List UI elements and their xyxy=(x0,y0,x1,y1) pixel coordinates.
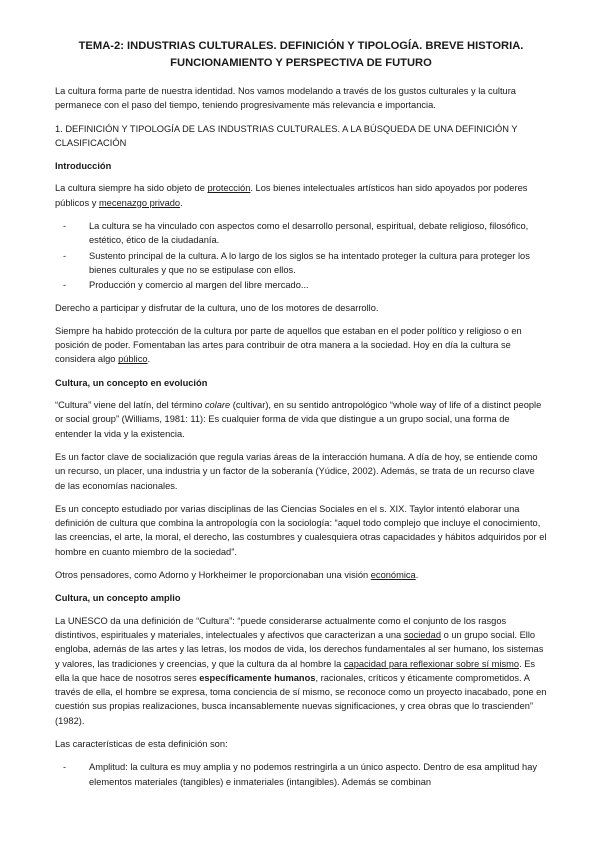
bullet-list-2 xyxy=(55,760,547,789)
paragraph-taylor: Es un concepto estudiado por varias disciplinas de las Ciencias Sociales en el s. XIX. Taylor intentó elaborar una definición de cultura que combina la antropología con la sociología: “aquel todo complejo que incluye el conocimiento, las creencias, el arte, la moral, el derecho, las costumbres y cualesquiera otras capacidades y hábitos adquiridos por el hombre en cuanto miembro de la sociedad”. xyxy=(55,503,547,557)
list-item: - Producción y comercio al margen del libre mercado... xyxy=(63,280,309,291)
subheading-evolucion: Cultura, un concepto en evolución xyxy=(55,377,208,388)
section-heading: 1. DEFINICIÓN Y TIPOLOGÍA DE LAS INDUSTRIAS CULTURALES. A LA BÚSQUEDA DE UNA DEFINICIÓN Y CLASIFICACIÓN xyxy=(55,123,518,148)
bullet-list-1 xyxy=(55,219,547,292)
underlined-term: mecenazgo privado xyxy=(98,197,181,208)
underlined-term: protección xyxy=(207,183,251,194)
paragraph-caracteristicas: Las características de esta definición son: xyxy=(55,738,228,749)
underlined-term: económica xyxy=(370,570,416,581)
underlined-term: capacidad para reflexionar sobre sí mismo xyxy=(343,658,520,669)
underlined-term: público xyxy=(118,354,148,365)
list-item: - Amplitud: la cultura es muy amplia y no podemos restringirla a un único aspecto. Dentro de esa amplitud hay elementos materiales (tangibles) e inmateriales (intangibles). Además se combinan xyxy=(63,762,538,787)
intro-paragraph: La cultura forma parte de nuestra identidad. Nos vamos modelando a través de los gustos culturales y la cultura permanece con el paso del tiempo, teniendo progresivamente más relevancia e importancia. xyxy=(55,86,516,111)
paragraph-proteccion: La cultura siempre ha sido objeto de protección. Los bienes intelectuales artísticos han sido apoyados por poderes públicos y mecenazgo privado. xyxy=(55,183,528,208)
paragraph-socializacion: Es un factor clave de socialización que regula varias áreas de la interacción humana. A día de hoy, se entiende como un recurso, un placer, una industria y un factor de la soberanía (Yúdice, 2002). Además, se trata de un recurso clave de las economías nacionales. xyxy=(55,451,538,491)
list-item: - Sustento principal de la cultura. A lo largo de los siglos se ha intentado proteger la cultura para proteger los bienes culturales y que no se estipulase con ellos. xyxy=(63,250,530,275)
title-line-2: FUNCIONAMIENTO Y PERSPECTIVA DE FUTURO xyxy=(170,57,432,69)
paragraph-adorno: Otros pensadores, como Adorno y Horkheimer le proporcionaban una visión económica. xyxy=(55,570,419,581)
bold-term: específicamente humanos xyxy=(199,672,316,683)
list-item: - La cultura se ha vinculado con aspectos como el desarrollo personal, espiritual, debate religioso, filosófico, estético, ético de la ciudadanía. xyxy=(63,221,529,246)
title-line-1: TEMA-2: INDUSTRIAS CULTURALES. DEFINICIÓN Y TIPOLOGÍA. BREVE HISTORIA. xyxy=(78,40,524,52)
paragraph-origen: “Cultura” viene del latín, del término colare (cultivar), en su sentido antropológico “whole way of life of a distinct people or social group” (Williams, 1981: 11): Es cualquier forma de vida que distingue a un grupo social, una forma de entender la vida y la existencia. xyxy=(55,400,542,439)
paragraph-poder: Siempre ha habido protección de la cultura por parte de aquellos que estaban en el poder político y religioso o en posición de poder. Fomentaban las artes para contribuir de otra manera a la sociedad. Hoy en día la cultura se considera algo público. xyxy=(55,325,522,365)
paragraph-derecho: Derecho a participar y disfrutar de la cultura, uno de los motores de desarrollo. xyxy=(55,302,379,313)
paragraph-unesco: La UNESCO da una definición de “Cultura”: “puede considerarse actualmente como el conjunto de los rasgos distintivos, espirituales y materiales, intelectuales y afectivos que caracterizan a una sociedad o un grupo social. Ello engloba, además de las artes y las letras, los modos de vida, los derechos fundamentales al ser humano, los sistemas y valores, las tradiciones y creencias, y que la cultura da al hombre la capacidad para reflexionar sobre sí mismo. Es ella la que hace de nosotros seres específicamente humanos, racionales, críticos y éticamente comprometidos. A través de ella, el hombre se expresa, toma conciencia de sí mismo, se reconoce como un proyecto inacabado, pone en cuestión sus propias realizaciones, busca incansablemente nuevas significaciones, y crea obras que lo trascienden” (1982). xyxy=(55,615,547,726)
document-page xyxy=(55,38,547,797)
underlined-term: sociedad xyxy=(403,629,442,640)
subheading-amplio: Cultura, un concepto amplio xyxy=(55,593,181,604)
italic-term: colare xyxy=(204,400,231,411)
subheading-introduccion: Introducción xyxy=(55,161,112,172)
document-title xyxy=(55,38,547,72)
